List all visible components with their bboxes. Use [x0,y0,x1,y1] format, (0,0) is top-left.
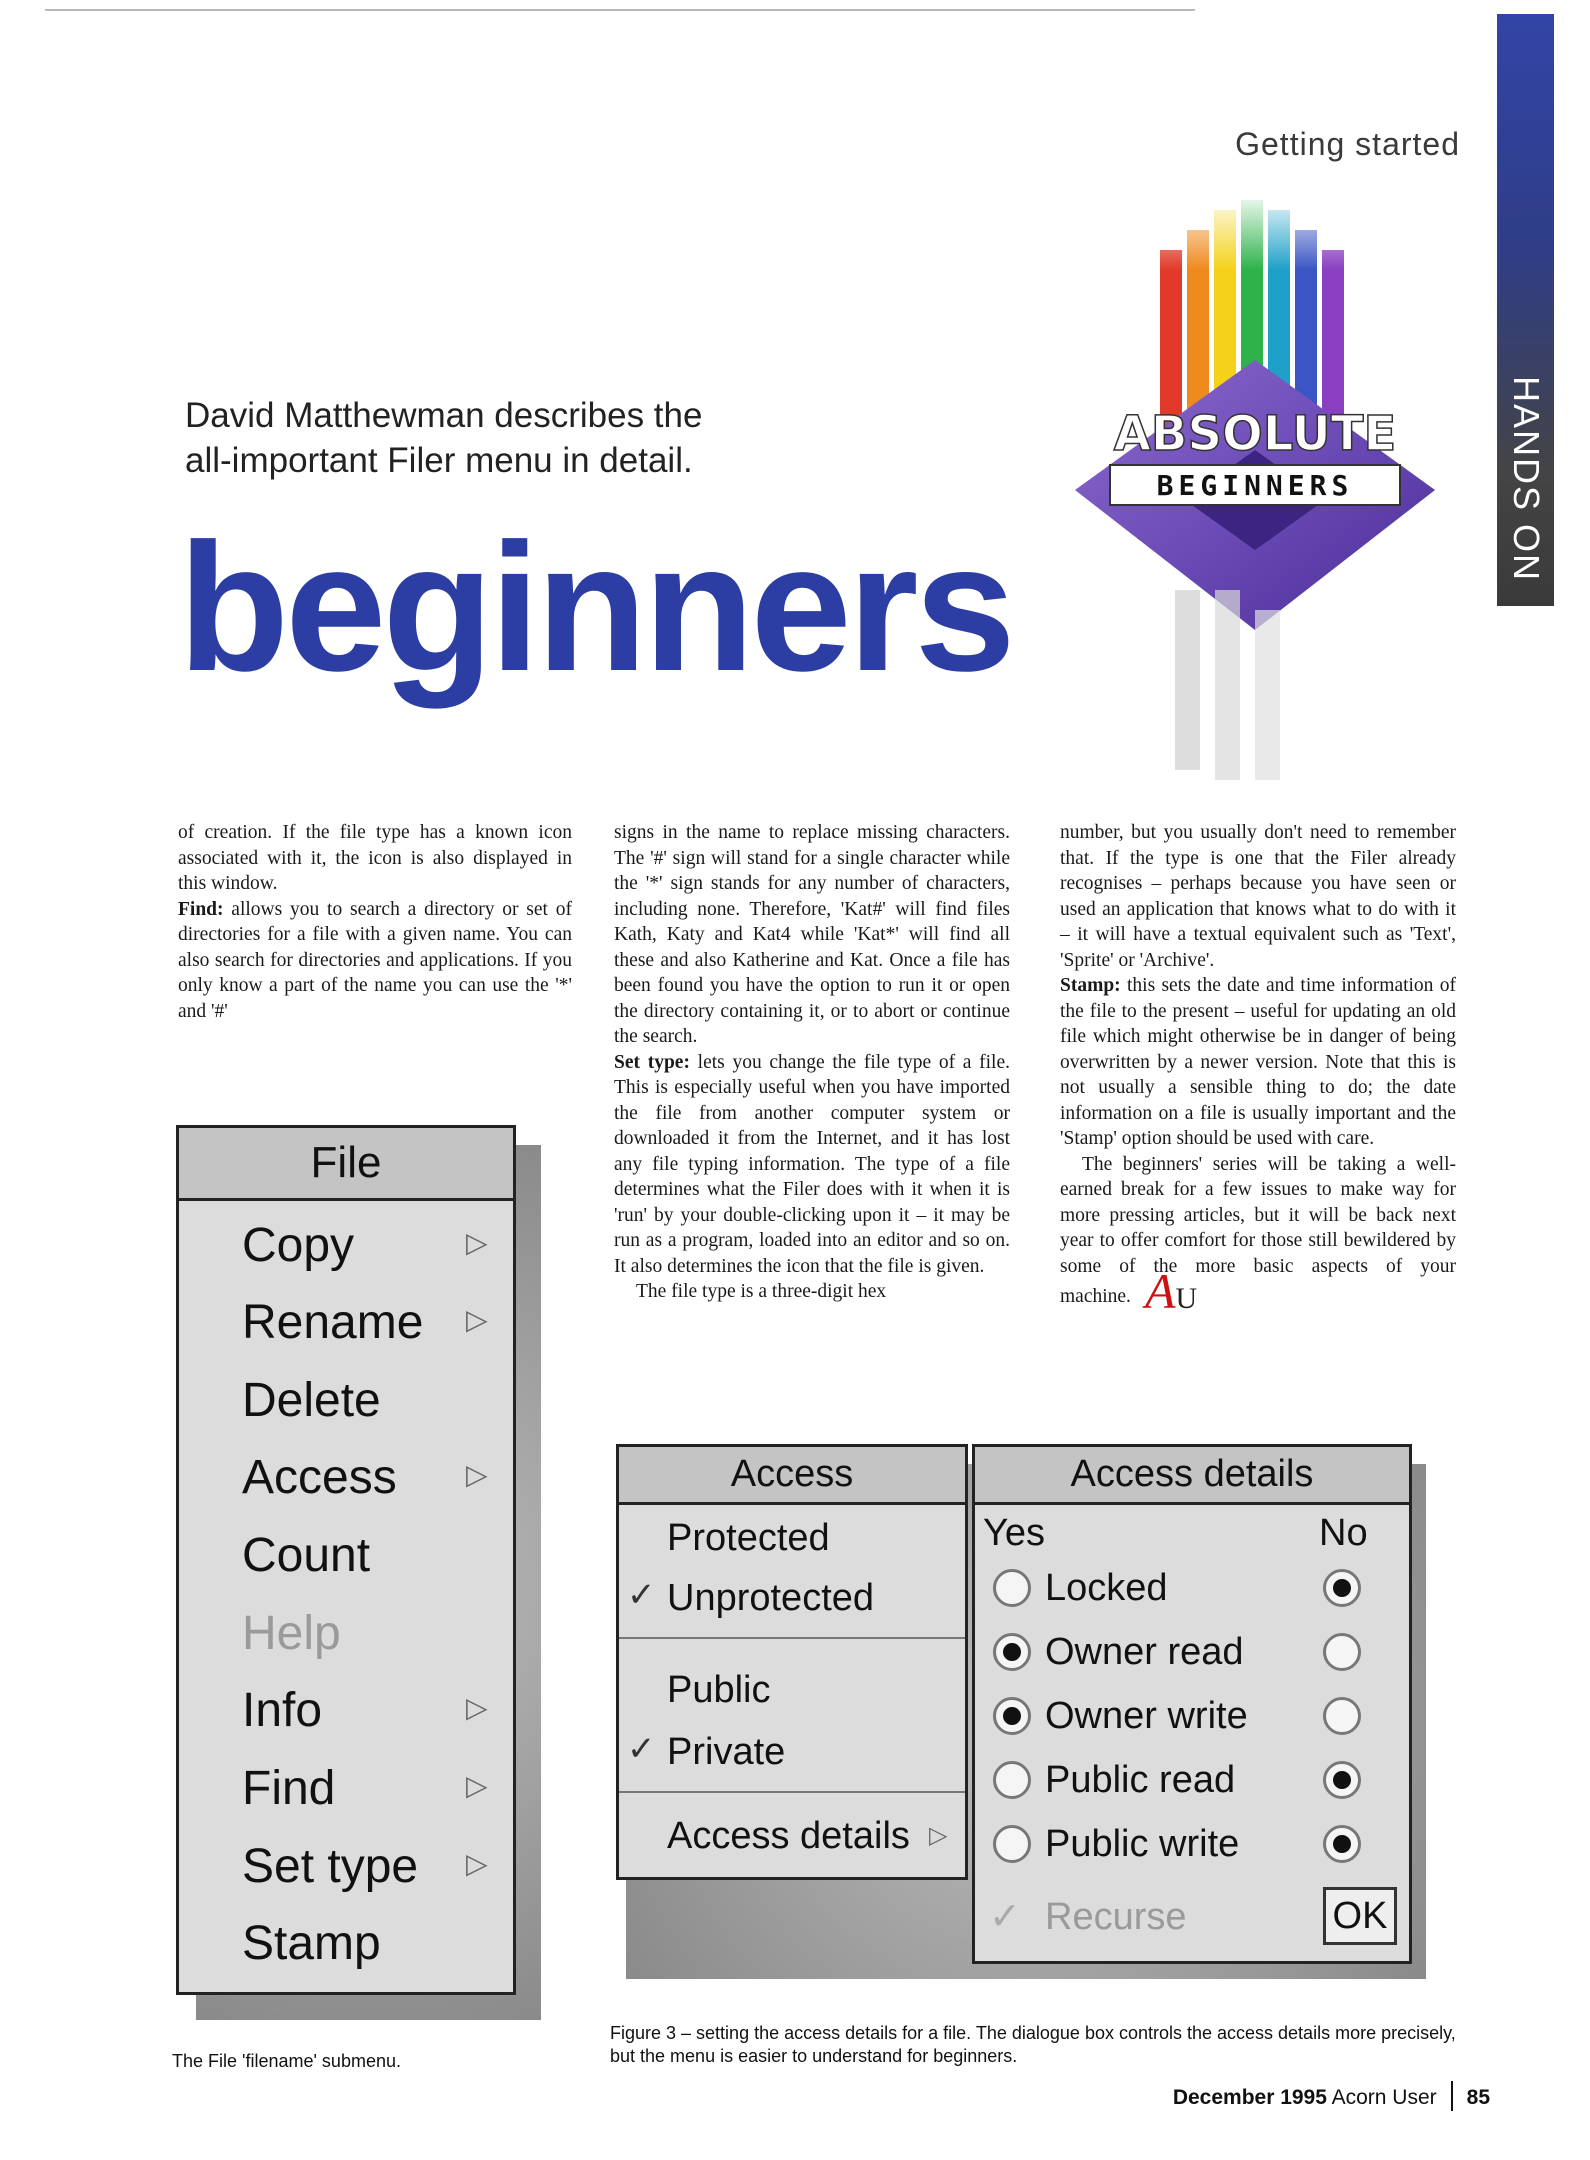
access-details-title: Access details [975,1447,1409,1505]
row-label-owner-read: Owner read [1045,1631,1244,1673]
menu-item-copy[interactable]: Copy [242,1219,355,1272]
col2-paragraph-2-text: lets you change the file type of a file. This is especially useful when you have imported the file from another computer system or downloaded it from the Internet, and it has lost any file typing information. The type of a file determines what the Filer does with it when it is 'run' by your double-clicking upon it – it may be run as a program, loaded into an editor and so on. It also determines the icon that the file is given. [614,1051,1011,1277]
access-details-dialog [972,1444,1412,1964]
submenu-arrow-icon: ▷ [466,1770,488,1801]
access-menu [616,1444,968,1880]
row-label-owner-write: Owner write [1045,1695,1248,1737]
col3-paragraph-3 [1060,1152,1456,1319]
file-menu-title: File [179,1128,513,1201]
menu-item-info[interactable]: Info [242,1684,323,1737]
public-write-yes-radio[interactable] [993,1825,1031,1863]
col1-paragraph-2-text: allows you to search a directory or set of directories for a file with a given name. You can also search for directories and applications. If you only know a part of the name you can use the '*' and '#' [178,898,572,1022]
col3-paragraph-3-text: The beginners' series will be taking a well-earned break for a few issues to make way for more pressing articles, but it will be back next year to offer comfort for those still bewildered by some of the more basic aspects of your machine. [1060,1153,1456,1307]
access-menu-title: Access [619,1447,965,1505]
locked-yes-radio[interactable] [993,1569,1031,1607]
menu-item-public[interactable]: Public [667,1669,771,1711]
au-end-mark-u: U [1175,1282,1198,1315]
menu-item-protected[interactable]: Protected [667,1517,830,1559]
menu-item-find[interactable]: Find [242,1762,336,1815]
menu-item-delete[interactable]: Delete [242,1374,381,1427]
top-rule [45,9,1195,11]
page-footer [1173,2081,1490,2111]
logo-word-absolute: ABSOLUTE [1113,406,1397,462]
menu-item-access-details[interactable]: Access details [667,1815,910,1857]
col2-paragraph-2 [614,1050,1010,1280]
footer-date: December 1995 [1172,2086,1327,2109]
footer-magazine: Acorn User [1331,2086,1437,2109]
col3-paragraph-1: number, but you usually don't need to remember that. If the type is one that the Filer already recognises – perhaps because you have seen or used an application that knows what to do with it – it will have a textual equivalent such as 'Text', 'Sprite' or 'Archive'. [1060,822,1456,971]
standfirst: David Matthewman describes the all-important Filer menu in detail. [185,396,703,480]
col2-paragraph-3: The file type is a three-digit hex [636,1281,887,1302]
submenu-arrow-icon: ▷ [466,1304,488,1335]
section-label: Getting started [1235,126,1460,162]
menu-item-stamp[interactable]: Stamp [242,1917,381,1970]
menu-separator [619,1791,965,1793]
public-read-yes-radio[interactable] [993,1761,1031,1799]
col1-paragraph-2 [178,897,572,1025]
col3-paragraph-2-text: this sets the date and time information of the file to the present – useful for updating an old file which might otherwise be in danger of being overwritten by a newer version. Note that this is not usually a sensible thing to do; the date information on a file is usually important and the 'Stamp' option should be used with care. [1060,975,1456,1149]
side-tab [1497,14,1554,606]
submenu-arrow-icon: ▷ [929,1822,948,1849]
owner-read-no-radio[interactable] [1323,1633,1361,1671]
footer-divider [1451,2081,1453,2111]
row-label-locked: Locked [1045,1567,1168,1609]
figure3-caption: Figure 3 – setting the access details for a file. The dialogue box controls the access details more precisely, but the menu is easier to understand for beginners. [610,2023,1456,2066]
owner-write-yes-radio[interactable] [993,1697,1031,1735]
col3-paragraph-2 [1060,973,1456,1152]
term-find: Find: [178,898,224,920]
file-menu [176,1125,516,1995]
menu-item-access[interactable]: Access [242,1451,397,1504]
menu-item-count[interactable]: Count [242,1529,371,1582]
check-icon: ✓ [627,1730,656,1768]
file-menu-caption: The File 'filename' submenu. [172,2051,401,2071]
menu-item-set-type[interactable]: Set type [242,1840,419,1893]
au-end-mark [1145,1263,1197,1319]
au-end-mark-a: A [1144,1263,1176,1319]
absolute-beginners-logo [1065,190,1445,780]
article-column-3 [1060,820,1456,1319]
article-column-1 [178,820,572,1024]
locked-no-radio[interactable] [1323,1569,1361,1607]
menu-item-rename[interactable]: Rename [242,1296,424,1349]
owner-read-yes-radio[interactable] [993,1633,1031,1671]
ok-button[interactable]: OK [1323,1887,1397,1945]
no-column-label: No [1319,1512,1368,1554]
submenu-arrow-icon: ▷ [466,1227,488,1258]
col2-paragraph-1: signs in the name to replace missing characters. The '#' sign will stand for a single character while the '*' sign stands for any number of characters, including none. Therefore, 'Kat#' will find files Kath, Katy and Kat4 while 'Kat*' will find all these and also Katherine and Kat. Once a file has been found you have the option to run it or open the directory containing it, or to abort or continue the search. [614,822,1010,1047]
submenu-arrow-icon: ▷ [466,1459,488,1490]
public-write-no-radio[interactable] [1323,1825,1361,1863]
menu-separator [619,1637,965,1639]
row-label-public-write: Public write [1045,1823,1240,1865]
submenu-arrow-icon: ▷ [466,1848,488,1879]
footer-page-number: 85 [1466,2086,1490,2109]
yes-column-label: Yes [983,1512,1045,1554]
menu-item-help: Help [242,1607,341,1660]
side-tab-text: HANDS ON [1505,375,1547,583]
check-icon: ✓ [627,1576,656,1614]
public-read-no-radio[interactable] [1323,1761,1361,1799]
menu-item-unprotected[interactable]: Unprotected [667,1577,875,1619]
term-set-type: Set type: [614,1051,690,1073]
term-stamp: Stamp: [1060,975,1121,996]
recurse-option: Recurse [1045,1896,1187,1938]
row-label-public-read: Public read [1045,1759,1236,1801]
menu-item-private[interactable]: Private [667,1731,786,1773]
submenu-arrow-icon: ▷ [466,1692,488,1723]
article-column-2 [614,820,1010,1305]
col1-paragraph-1: of creation. If the file type has a known icon associated with it, the icon is also displayed in this window. [178,822,572,894]
owner-write-no-radio[interactable] [1323,1697,1361,1735]
headline: beginners [178,505,1012,709]
recurse-check-icon: ✓ [989,1896,1021,1938]
logo-word-beginners: BEGINNERS [1156,469,1354,502]
